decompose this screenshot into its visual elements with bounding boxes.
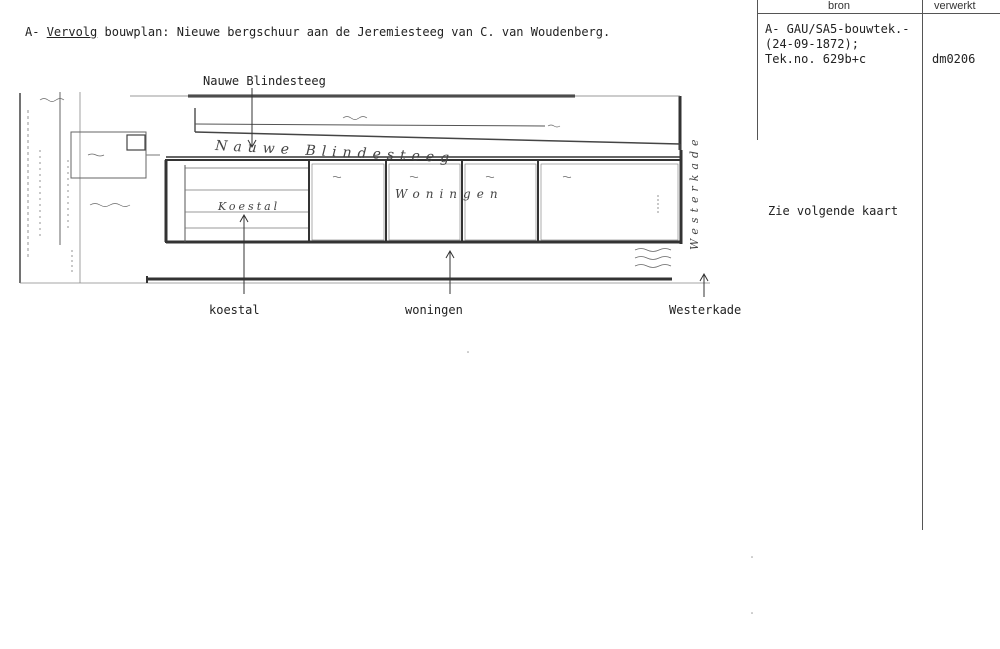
handwritten-street-name: Nauwe Blindesteeg [214,138,456,167]
handwritten-koestal: Koestal [218,200,281,213]
source-line-2: (24-09-1872); [765,37,859,51]
label-westerkade: Westerkade [669,303,742,317]
page-title: A- Vervolg bouwplan: Nieuwe bergschuur aan de Jeremiesteeg van C. van Woudenberg. [25,25,611,39]
processed-code: dm0206 [932,52,976,66]
column-header-verwerkt: verwerkt [934,0,976,12]
handwritten-woningen: Woningen [395,187,504,201]
source-line-3: Tek.no. 629b+c [765,52,867,66]
source-line-1: A- GAU/SA5-bouwtek.- [765,22,910,36]
label-koestal: koestal [209,303,260,317]
label-nauwe-blindesteeg: Nauwe Blindesteeg [203,74,326,88]
handwritten-westerkade: Westerkade [688,134,701,250]
column-header-bron: bron [828,0,851,12]
label-woningen: woningen [405,303,463,317]
see-next-map-note: Zie volgende kaart [768,204,899,218]
